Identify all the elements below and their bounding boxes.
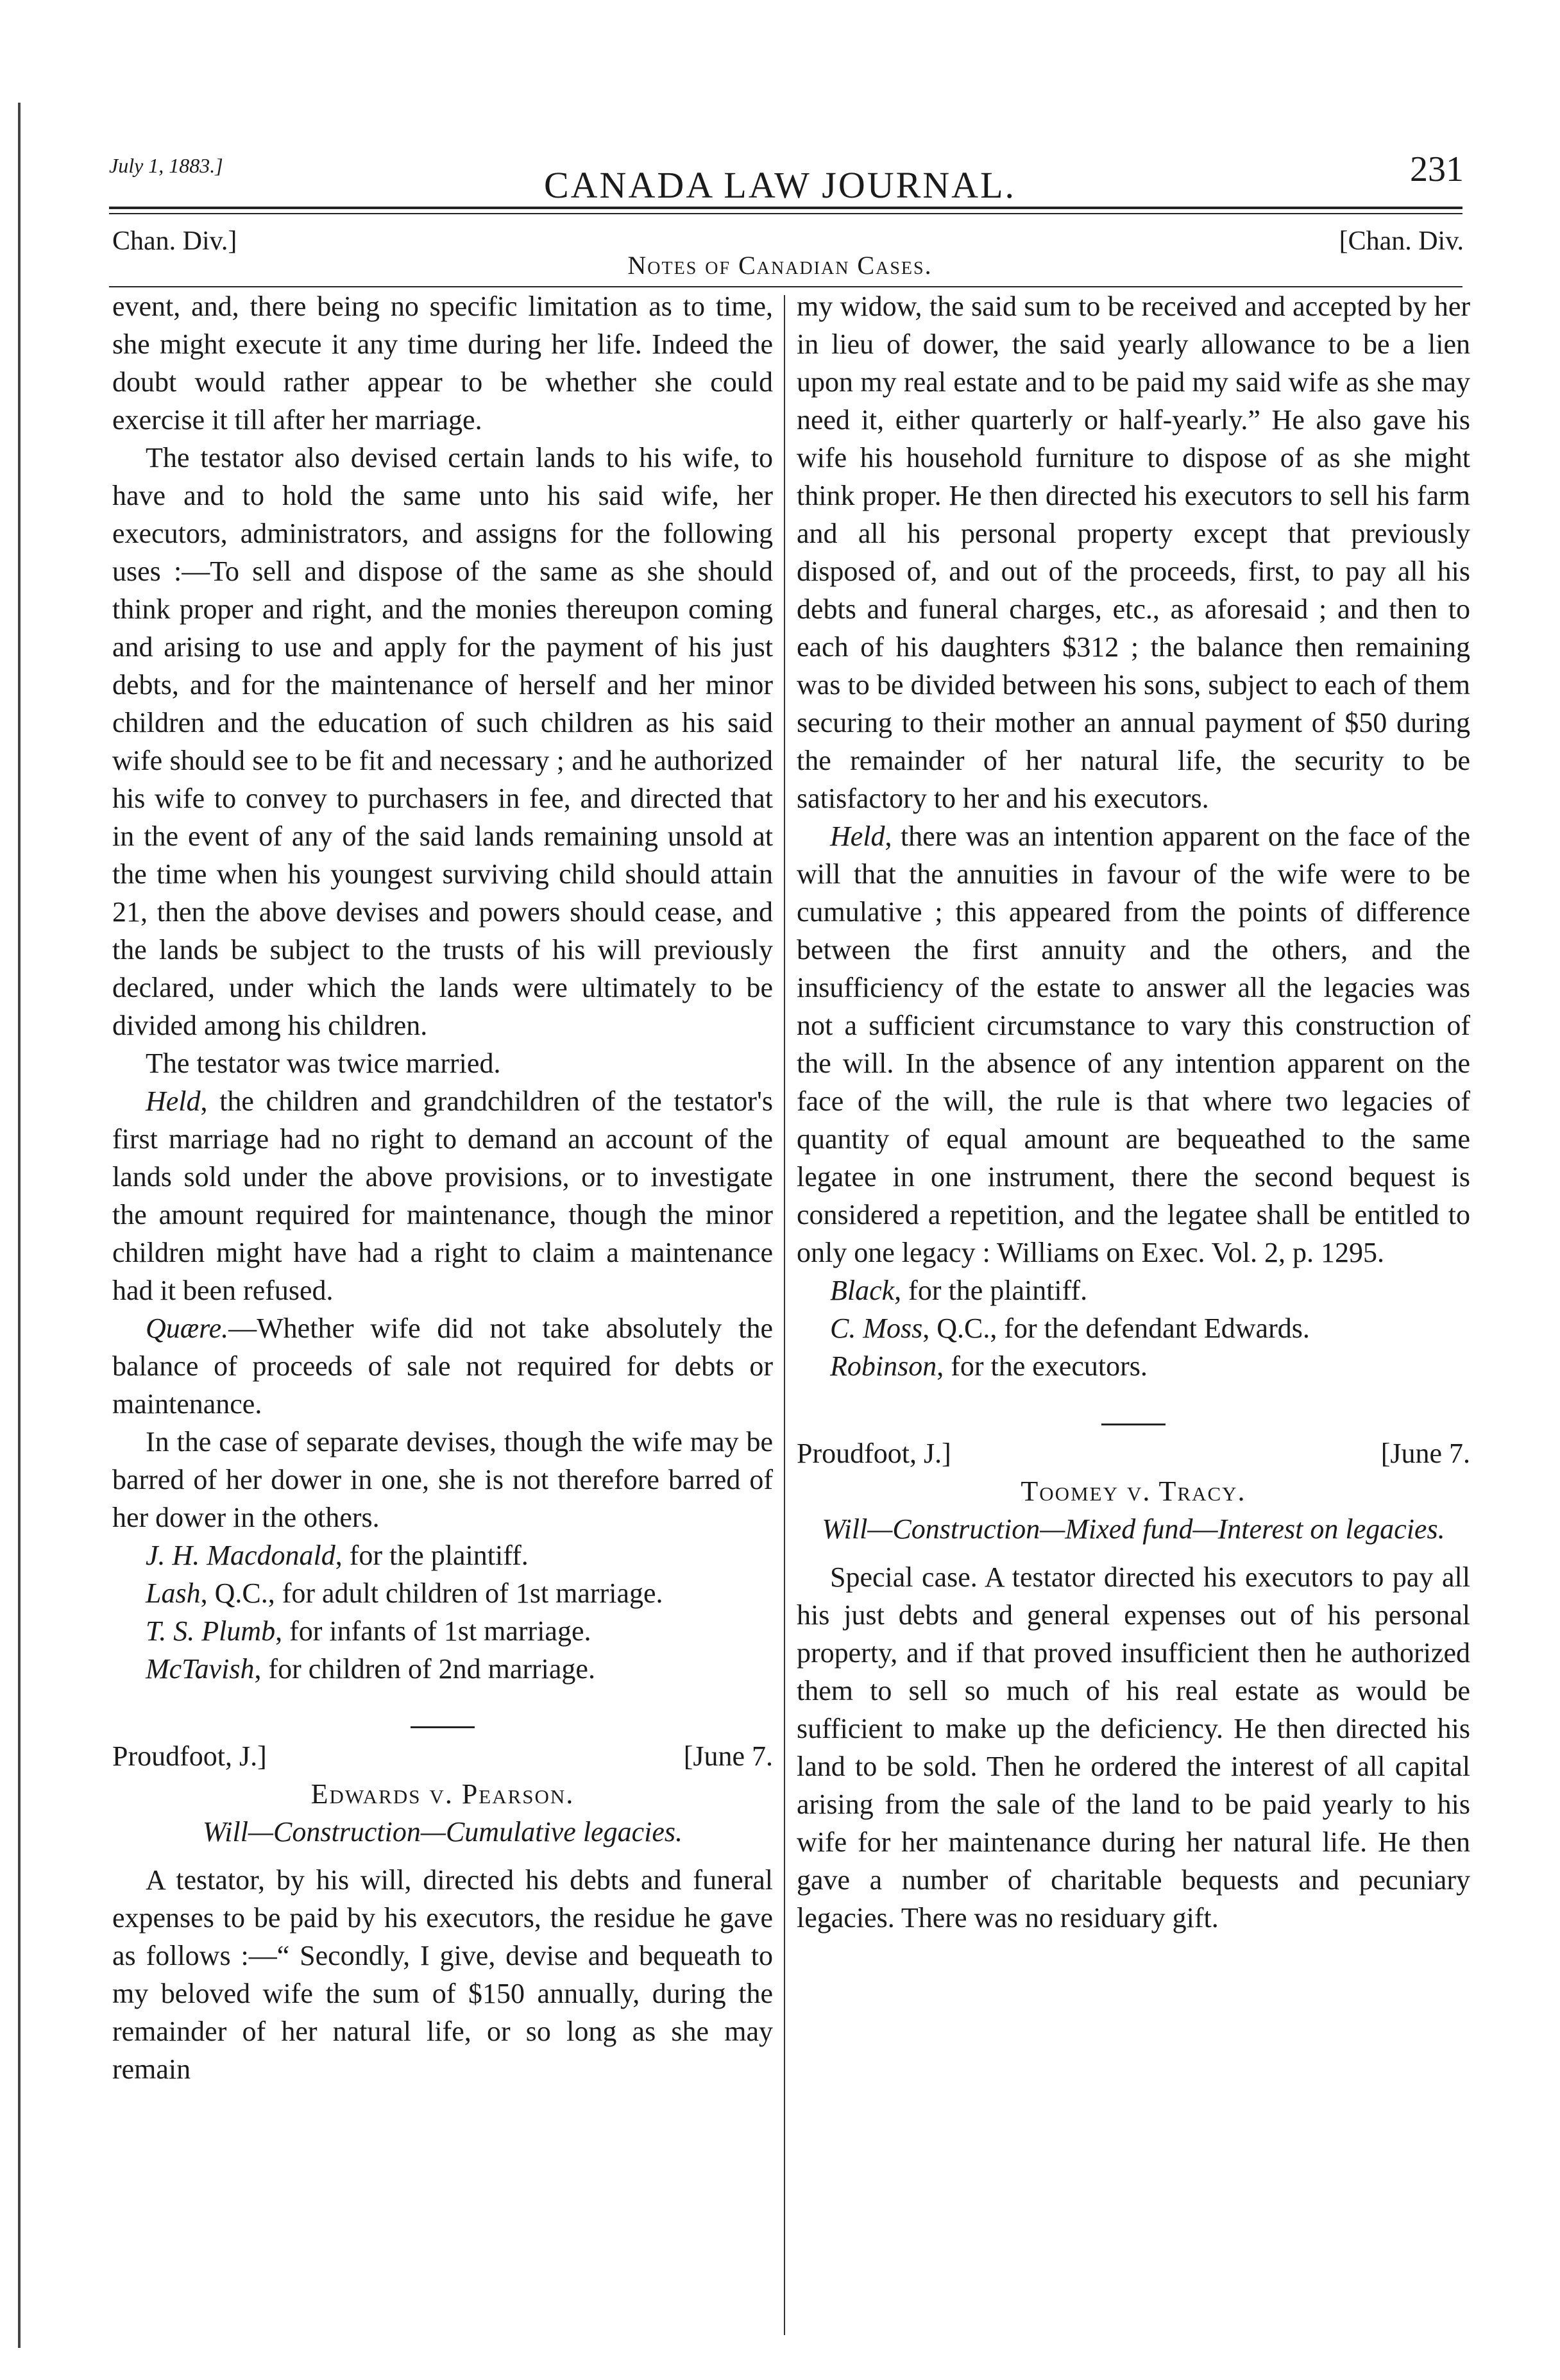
quaere-text: —Whether wife did not take absolutely the balance of proceeds of sale not required for debts or maintenance. xyxy=(112,1313,773,1420)
counsel-line: C. Moss, Q.C., for the defendant Edwards. xyxy=(830,1313,1310,1344)
right-column xyxy=(797,287,1470,1937)
header-rule-top xyxy=(109,207,1462,209)
judge-name: Proudfoot, J.] xyxy=(112,1740,267,1772)
holding-paragraph xyxy=(797,817,1470,1271)
paragraph: A testator, by his will, directed his debts and funeral expenses to be paid by his executors, the residue he gave as follows :—“ Secondly, I give, devise and bequeath to my beloved wife the sum of $150 annually, during the remainder of her natural life, or so long as she may remain xyxy=(112,1864,773,2085)
section-separator xyxy=(1101,1424,1166,1425)
case-title: Edwards v. Pearson. xyxy=(310,1778,575,1810)
running-head-center: Notes of Canadian Cases. xyxy=(627,251,933,280)
page-number: 231 xyxy=(1410,149,1464,189)
holding-lead: Held xyxy=(146,1085,201,1117)
counsel-line: Black, for the plaintiff. xyxy=(830,1275,1088,1306)
holding-paragraph xyxy=(112,1082,773,1309)
counsel-line: Robinson, for the executors. xyxy=(830,1350,1148,1382)
counsel-line: T. S. Plumb, for infants of 1st marriage. xyxy=(146,1615,591,1647)
binding-edge xyxy=(18,103,21,2348)
case-subject: Will—Construction—Cumulative legacies. xyxy=(203,1816,682,1848)
paragraph: Special case. A testator directed his executors to pay all his just debts and general expenses out of his personal property, and if that proved insufficient then he authorized them to sell so much of his real estate as would be sufficient to make up the deficiency. He then directed his land to be sold. Then he ordered the interest of all capital arising from the sale of the land to be paid yearly to his wife for her maintenance during her natural life. He then gave a number of charitable bequests and pecuniary legacies. There was no residuary gift. xyxy=(797,1561,1470,1934)
counsel-line: McTavish, for children of 2nd marriage. xyxy=(146,1653,595,1685)
quaere-lead: Quære. xyxy=(146,1313,229,1344)
holding-text: , the children and grandchildren of the testator's first marriage had no right to demand an account of the lands sold under the above provisions, or to investigate the amount required for maintenance, though the minor children might have had a right to claim a maintenance had it been refused. xyxy=(112,1085,773,1306)
issue-date: July 1, 1883.] xyxy=(109,154,223,177)
paragraph: In the case of separate devises, though the wife may be barred of her dower in one, she is not therefore barred of her dower in the others. xyxy=(112,1426,773,1533)
case-date: [June 7. xyxy=(683,1740,773,1772)
counsel-line: J. H. Macdonald, for the plaintiff. xyxy=(146,1540,529,1571)
paragraph: event, and, there being no specific limitation as to time, she might execute it any time during her life. Indeed the doubt would rather appear to be whether she could exercise it till after her marriage. xyxy=(112,291,773,436)
case-heading-line xyxy=(797,1434,1470,1472)
quaere-paragraph xyxy=(112,1309,773,1423)
paragraph: my widow, the said sum to be received and accepted by her in lieu of dower, the said yearly allowance to be a lien upon my real estate and to be paid my said wife as she may need it, either quarterly or half-yearly.” He also gave his wife his household furniture to dispose of as she might think proper. He then directed his executors to sell his farm and all his personal property except that previously disposed of, and out of the proceeds, first, to pay all his debts and funeral charges, etc., as aforesaid ; and then to each of his daughters $312 ; the balance then remaining was to be divided between his sons, subject to each of them securing to their mother an annual payment of $50 during the remainder of her natural life, the security to be satisfactory to her and his executors. xyxy=(797,291,1470,814)
paragraph: The testator was twice married. xyxy=(146,1048,501,1079)
case-date: [June 7. xyxy=(1380,1438,1470,1469)
running-head-right: [Chan. Div. xyxy=(1339,226,1464,256)
section-separator xyxy=(411,1726,475,1728)
running-head-left: Chan. Div.] xyxy=(112,226,237,256)
holding-text: , there was an intention apparent on the face of the will that the annuities in favour of the wife were to be cumulative ; this appeared from the points of difference between the first annuity and the others, and the insufficiency of the estate to answer all the legacies was not a sufficient circumstance to vary this construction of the will. In the absence of any intention apparent on the face of the will, the rule is that where two legacies of quantity of equal amount are bequeathed to the same legatee in one instrument, there the second bequest is considered a repetition, and the legatee shall be entitled to only one legacy : Williams on Exec. Vol. 2, p. 1295. xyxy=(797,820,1470,1268)
holding-lead: Held xyxy=(830,820,885,852)
judge-name: Proudfoot, J.] xyxy=(797,1438,951,1469)
paragraph: The testator also devised certain lands to his wife, to have and to hold the same unto his said wife, her executors, administrators, and assigns for the following uses :—To sell and dispose of the same as she should think proper and right, and the monies thereupon coming and arising to use and apply for the payment of his just debts, and for the maintenance of herself and her minor children and the education of such children as his said wife should see to be fit and necessary ; and he authorized his wife to convey to purchasers in fee, and directed that in the event of any of the said lands remaining unsold at the time when his youngest surviving child should attain 21, then the above devises and powers should cease, and the lands be subject to the trusts of his will previously declared, under which the lands were ultimately to be divided among his children. xyxy=(112,442,773,1041)
left-column xyxy=(112,287,773,2088)
case-subject: Will—Construction—Mixed fund—Interest on legacies. xyxy=(822,1513,1445,1545)
journal-title: CANADA LAW JOURNAL. xyxy=(543,164,1016,206)
case-heading-line xyxy=(112,1737,773,1775)
case-title: Toomey v. Tracy. xyxy=(1021,1475,1246,1507)
counsel-line: Lash, Q.C., for adult children of 1st marriage. xyxy=(146,1577,663,1609)
header-rule-bottom xyxy=(109,213,1462,214)
column-divider xyxy=(784,295,785,2335)
